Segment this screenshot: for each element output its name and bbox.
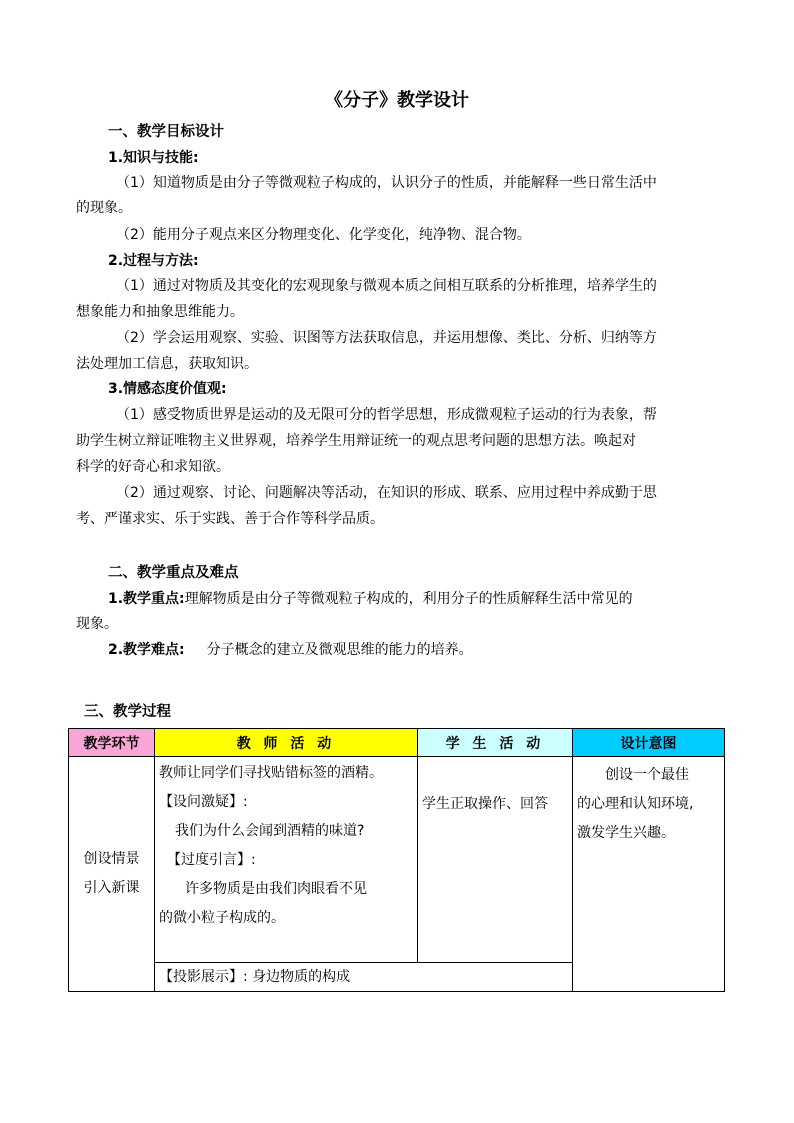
section1-sub2-item2-line2: 法处理加工信息，获取知识。 [76,356,258,372]
teacher-line7: 【投影展示】: 身边物质的构成 [159,969,351,985]
stage-cell [69,757,155,992]
teacher-line1: 教师让同学们寻找贴错标签的酒精。 [159,765,383,781]
teacher-line5: 许多物质是由我们肉眼看不见 [185,881,367,897]
section1-sub1-item1-line1: （1）知道物质是由分子等微观粒子构成的，认识分子的性质，并能解释一些日常生活中 [116,175,657,191]
section1-sub3-item2-line1: （2）通过观察、讨论、问题解决等活动，在知识的形成、联系、应用过程中养成勤于思 [116,485,657,501]
intent-line3: 激发学生兴趣。 [577,825,675,841]
teacher-line4: 【过度引言】: [167,852,256,868]
key-point-text-line2: 现象。 [76,616,118,632]
teacher-line3: 我们为什么会闻到酒精的味道? [175,823,365,839]
section1-sub3-item1-line2: 助学生树立辩证唯物主义世界观，培养学生用辩证统一的观点思考问题的思想方法。唤起对 [76,433,636,449]
table-row [69,757,725,963]
design-intent-cell [573,757,725,992]
section2-heading: 二、教学重点及难点 [108,565,239,581]
student-text: 学生正取操作、回答 [422,796,548,812]
header-stage: 教学环节 [69,729,155,757]
section1-sub2: 2.过程与方法: [108,253,199,269]
difficulty-label: 2.教学难点: [108,642,185,658]
key-point-label: 1.教学重点: [108,591,185,607]
section1-sub3-item1-line1: （1）感受物质世界是运动的及无限可分的哲学思想，形成微观粒子运动的行为表象，帮 [116,407,657,423]
header-teacher-activity: 教 师 活 动 [155,729,418,757]
section1-sub1: 1.知识与技能: [108,150,199,166]
teaching-process-table [68,728,725,992]
section1-sub3-item1-line3: 科学的好奇心和求知欲。 [76,459,230,475]
difficulty-text: 分子概念的建立及微观思维的能力的培养。 [206,642,473,658]
section1-sub3-item2-line2: 考、严谨求实、乐于实践、善于合作等科学品质。 [76,511,384,527]
table-header-row [69,729,725,757]
stage-line2: 引入新课 [83,880,140,896]
teacher-line6: 的微小粒子构成的。 [159,910,285,926]
intent-line1: 创设一个最佳 [605,767,689,783]
intent-line2: 的心理和认知环境, [577,796,694,812]
section1-sub2-item2-line1: （2）学会运用观察、实验、识图等方法获取信息，并运用想像、类比、分析、归纳等方 [116,330,657,346]
section1-sub2-item1-line2: 想象能力和抽象思维能力。 [76,304,244,320]
section1-sub2-item1-line1: （1）通过对物质及其变化的宏观现象与微观本质之间相互联系的分析推理，培养学生的 [116,278,657,294]
section1-sub1-item2: （2）能用分子观点来区分物理变化、化学变化，纯净物、混合物。 [116,227,531,243]
key-point-text: 理解物质是由分子等微观粒子构成的，利用分子的性质解释生活中常见的 [184,591,633,607]
section1-heading: 一、教学目标设计 [108,124,224,140]
section2-difficulty-row [108,640,473,660]
projection-cell [155,963,573,992]
stage-line1: 创设情景 [83,851,140,867]
header-student-activity: 学 生 活 动 [418,729,573,757]
teacher-activity-cell [155,757,418,963]
header-design-intent: 设计意图 [573,729,725,757]
section3-heading: 三、教学过程 [84,704,171,720]
document-title: 《分子》教学设计 [325,90,469,111]
teacher-line2: 【设问激疑】: [159,794,248,810]
section2-key-row [108,589,633,609]
student-activity-cell [418,757,573,963]
section1-sub3: 3.情感态度价值观: [108,381,227,397]
section1-sub1-item1-line2: 的现象。 [76,200,132,216]
